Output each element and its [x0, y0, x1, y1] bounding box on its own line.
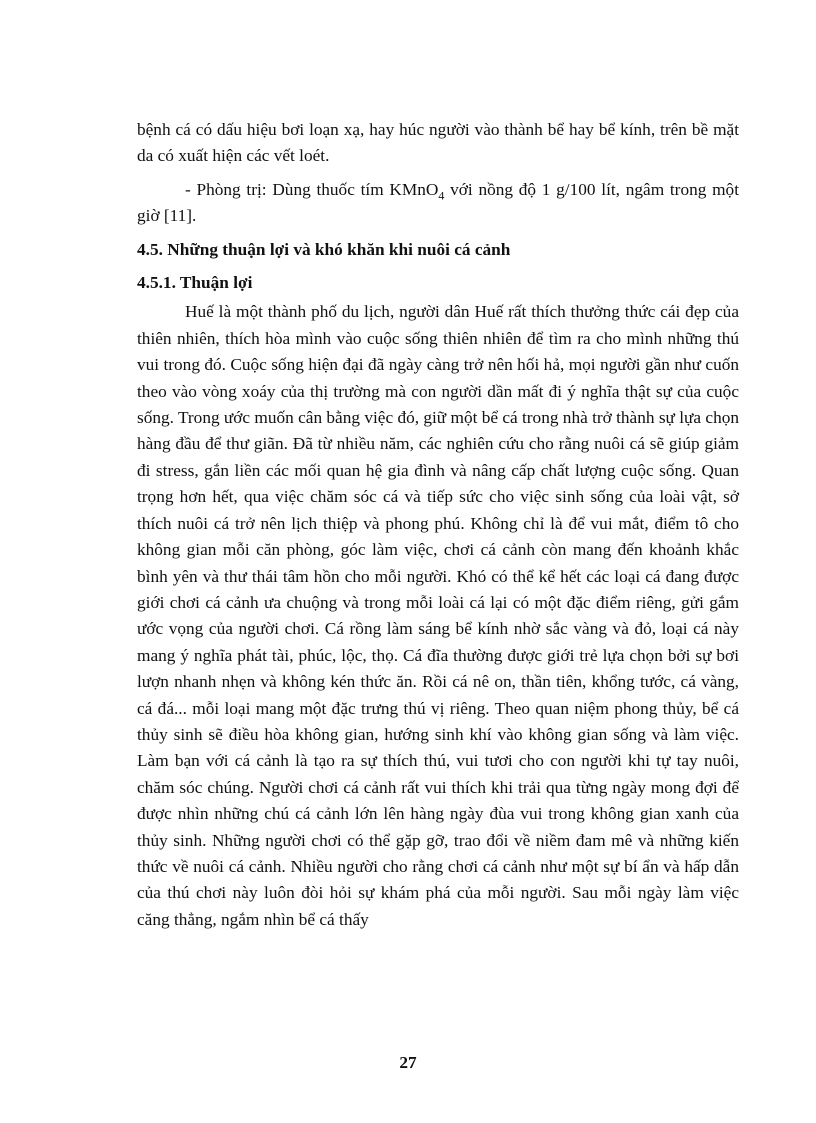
section-heading: 4.5. Những thuận lợi và khó khăn khi nuôi cá cảnh: [137, 239, 511, 259]
body-paragraph: Huế là một thành phố du lịch, người dân Huế rất thích thưởng thức cái đẹp của thiên nhiên, thích hòa mình vào cuộc sống thiên nhiên để tìm ra cho mình những thú vui trong đó. Cuộc sống hiện đại đã ngày càng trở nên hối hả, mọi người gần như cuốn theo vào vòng xoáy của thị trường mà con người dần mất đi ý nghĩa thật sự của cuộc sống. Trong ước muốn cân bằng việc đó, giữ một bể cá trong nhà trở thành sự lựa chọn hàng đầu để thư giãn. Đã từ nhiều năm, các nghiên cứu cho rằng nuôi cá sẽ giúp giảm đi stress, gắn liền các mối quan hệ gia đình và nâng cấp chất lượng cuộc sống. Quan trọng hơn hết, qua việc chăm sóc cá và tiếp sức cho việc sinh sống của loài vật, sở thích nuôi cá trở nên lịch thiệp và phong phú. Không chỉ là để vui mắt, điểm tô cho không gian mỗi căn phòng, góc làm việc, chơi cá cảnh còn mang đến khoảnh khắc bình yên và thư thái tâm hồn cho mỗi người. Khó có thể kể hết các loại cá đang được giới chơi cá cảnh ưa chuộng và trong mỗi loài cá lại có một đặc điểm riêng, gửi gắm ước vọng của người chơi. Cá rồng làm sáng bể kính nhờ sắc vàng và đỏ, loại cá này mang ý nghĩa phát tài, phúc, lộc, thọ. Cá đĩa thường được giới trẻ lựa chọn bởi sự bơi lượn nhanh nhẹn và không kén thức ăn. Rồi cá nê on, thần tiên, khổng tước, cá vàng, cá đá... mỗi loại mang một đặc trưng thú vị riêng. Theo quan niệm phong thủy, bể cá thủy sinh sẽ điều hòa không gian, hướng sinh khí vào không gian sống và làm việc. Làm bạn với cá cảnh là tạo ra sự thích thú, vui tươi cho con người khi tự tay nuôi, chăm sóc chúng. Người chơi cá cảnh rất vui thích khi trải qua từng ngày mong đợi để được nhìn những chú cá cảnh lớn lên hàng ngày đùa vui trong không gian xanh của thủy sinh. Những người chơi có thể gặp gỡ, trao đổi về niềm đam mê và những kiến thức về nuôi cá cảnh. Nhiều người cho rằng chơi cá cảnh như một sự bí ẩn và hấp dẫn của thú chơi này luôn đòi hỏi sự khám phá của mỗi người. Sau mỗi ngày làm việc căng thẳng, ngắm nhìn bể cá thấy: [137, 302, 739, 929]
treatment-paragraph: [137, 177, 739, 230]
page-content: [137, 117, 739, 933]
page-number: 27: [399, 1053, 417, 1072]
subsection-heading: 4.5.1. Thuận lợi: [137, 273, 253, 293]
treatment-text-rest: với nồng độ 1 g/100 lít, ngâm trong một giờ [11].: [137, 179, 739, 226]
chemical-subscript: 4: [438, 188, 445, 203]
treatment-text: - Phòng trị: Dùng thuốc tím KMnO: [185, 179, 439, 199]
continued-paragraph: bệnh cá có dấu hiệu bơi loạn xạ, hay húc người vào thành bể hay bể kính, trên bề mặt da có xuất hiện các vết loét.: [137, 120, 739, 166]
